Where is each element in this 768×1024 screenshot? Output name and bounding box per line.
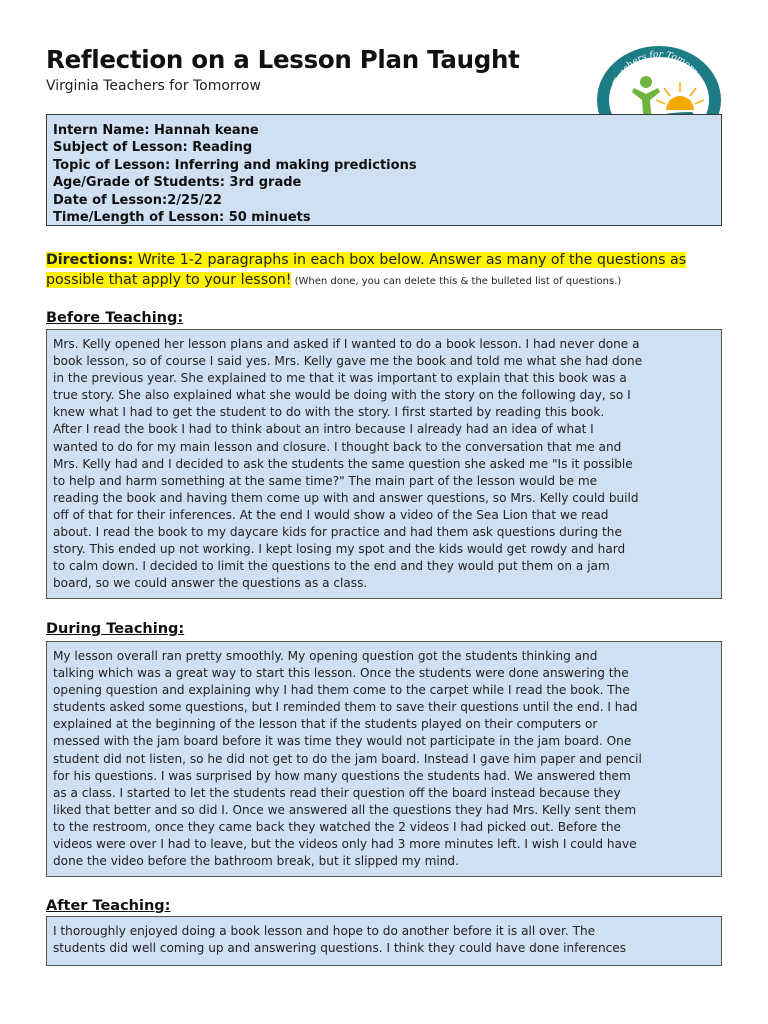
student-grade: Age/Grade of Students: 3rd grade <box>53 175 302 191</box>
after-paragraph-line: students did well coming up and answering questions. I think they could have done inferences <box>53 941 627 956</box>
before-teaching-heading: Before Teaching: <box>46 310 184 326</box>
before-paragraph-line: Mrs. Kelly opened her lesson plans and asked if I wanted to do a book lesson. I had never done a <box>53 337 640 351</box>
before-paragraph-line: to help and harm something at the same time?" The main part of the lesson would be me <box>53 473 598 488</box>
before-teaching-box <box>46 329 722 599</box>
during-paragraph-line: done the video before the bathroom break, but it slipped my mind. <box>53 854 459 869</box>
before-paragraph-line: knew what I had to get the student to do with the story. I first started by reading this book. <box>53 405 605 420</box>
intern-name: Intern Name: Hannah keane <box>53 123 259 138</box>
lesson-topic: Topic of Lesson: Inferring and making predictions <box>53 157 417 173</box>
before-paragraph-line: book lesson, so of course I said yes. Mrs. Kelly gave me the book and told me what she had done <box>53 354 643 369</box>
before-paragraph-line: board, so we could answer the questions as a class. <box>53 576 368 591</box>
directions-line-2: possible that apply to your lesson! <box>46 272 292 288</box>
during-paragraph-line: students asked some questions, but I reminded them to save their questions until the end. I had <box>53 700 638 715</box>
before-paragraph-line: to calm down. I decided to limit the questions to the end and they would put them on a jam <box>53 559 610 574</box>
during-paragraph-line: messed with the jam board before it was time they would not participate in the jam board. One <box>53 734 632 749</box>
directions-text <box>46 250 722 292</box>
directions-label: Directions: <box>46 252 134 268</box>
during-teaching-box <box>46 641 722 877</box>
before-paragraph-line: off of that for their inferences. At the end I would show a video of the Sea Lion that we read <box>53 507 609 522</box>
during-paragraph-line: opening question and explaining why I had them come to the carpet while I read the book. The <box>53 683 630 698</box>
lesson-length: Time/Length of Lesson: 50 minuets <box>53 210 311 226</box>
before-paragraph-line: reading the book and having them come up with and answer questions, so Mrs. Kelly could build <box>53 490 639 505</box>
before-paragraph-line: true story. She also explained what she would be doing with the story on the following day, so I <box>53 388 631 403</box>
svg-text:Teachers for Tomorrow: Teachers for Tomorrow <box>611 49 707 88</box>
during-paragraph-line: as a class. I started to let the students read their question off the board instead because they <box>53 785 621 800</box>
during-paragraph-line: videos were over I had to leave, but the videos only had 3 more minutes left. I wish I could have <box>53 837 637 852</box>
directions-line-1: Write 1-2 paragraphs in each box below. Answer as many of the questions as <box>133 252 687 268</box>
during-paragraph-line: student did not listen, so he did not get to do the jam board. Instead I gave him paper and pencil <box>53 751 642 766</box>
during-paragraph-line: talking which was a great way to start this lesson. Once the students were done answering the <box>53 666 629 681</box>
page-title: Reflection on a Lesson Plan Taught <box>46 45 520 74</box>
page-subtitle: Virginia Teachers for Tomorrow <box>46 78 261 94</box>
before-paragraph-line: After I read the book I had to think about an intro because I already had an idea of what I <box>53 422 594 437</box>
during-teaching-heading: During Teaching: <box>46 621 185 637</box>
during-paragraph-line: My lesson overall ran pretty smoothly. My opening question got the students thinking and <box>53 649 598 663</box>
after-paragraph-line: I thoroughly enjoyed doing a book lesson and hope to do another before it is all over. The <box>53 924 596 938</box>
after-teaching-box <box>46 916 722 966</box>
during-paragraph-line: to the restroom, once they came back they watched the 2 videos I had picked out. Before the <box>53 819 621 834</box>
lesson-date: Date of Lesson:2/25/22 <box>53 192 222 208</box>
before-paragraph-line: about. I read the book to my daycare kids for practice and had them ask questions during the <box>53 525 622 540</box>
during-paragraph-line: explained at the beginning of the lesson that if the students played on their computers or <box>53 717 598 732</box>
before-paragraph-line: Mrs. Kelly had and I decided to ask the students the same question she asked me "Is it possible <box>53 456 633 471</box>
during-paragraph-line: for his questions. I was surprised by how many questions the students had. We answered them <box>53 768 631 783</box>
directions-note: (When done, you can delete this & the bulleted list of questions.) <box>291 276 622 287</box>
before-paragraph-line: story. This ended up not working. I kept losing my spot and the kids would get rowdy and hard <box>53 542 626 557</box>
before-paragraph-line: wanted to do for my main lesson and closure. I thought back to the conversation that me and <box>53 439 622 454</box>
before-paragraph-line: in the previous year. She explained to me that it was important to explain that this book was a <box>53 371 627 386</box>
lesson-subject: Subject of Lesson: Reading <box>53 140 253 156</box>
lesson-info-box <box>46 114 722 226</box>
during-paragraph-line: liked that better and so did I. Once we answered all the questions they had Mrs. Kelly sent them <box>53 802 637 817</box>
after-teaching-heading: After Teaching: <box>46 898 171 914</box>
